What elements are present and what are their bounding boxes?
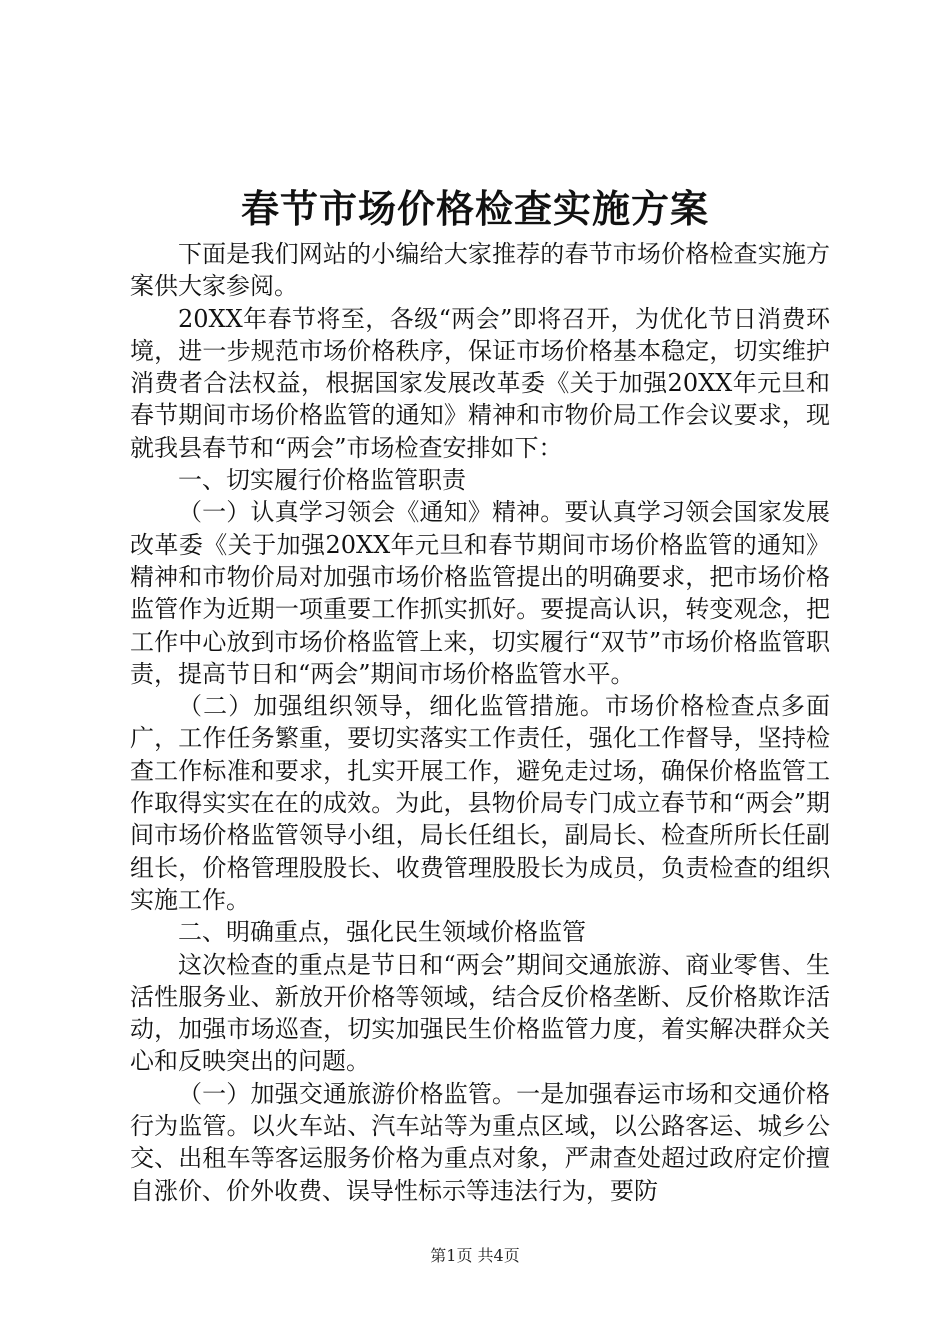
section-heading-2: 二、明确重点，强化民生领域价格监管 (178, 918, 586, 947)
paragraph-2-1: （一）加强交通旅游价格监管。一是加强春运市场和交通价格行为监管。以火车站、汽车站等为重点区域，以公路客运、城乡公交、出租车等客运服务价格为重点对象，严肃查处超过政府定价擅自涨价、价外收费、误导性标示等违法行为，要防 (130, 1079, 830, 1205)
paragraph-1-1: （一）认真学习领会《通知》精神。要认真学习领会国家发展改革委《关于加强20XX年元旦和春节期间市场价格监管的通知》精神和市物价局对加强市场价格监管提出的明确要求，把市场价格监管作为近期一项重要工作抓实抓好。要提高认识，转变观念，把工作中心放到市场价格监管上来，切实履行“双节”市场价格监管职责，提高节日和“两会”期间市场价格监管水平。 (130, 498, 830, 688)
section-heading-1: 一、切实履行价格监管职责 (178, 466, 466, 495)
page-footer: 第1页 共4页 (430, 1246, 520, 1265)
paragraph-2-intro: 这次检查的重点是节日和“两会”期间交通旅游、商业零售、生活性服务业、新放开价格等领域，结合反价格垄断、反价格欺诈活动，加强市场巡查，切实加强民生价格监管力度，着实解决群众关心和反映突出的问题。 (130, 950, 830, 1076)
document-body (130, 238, 830, 1207)
paragraph-intro: 下面是我们网站的小编给大家推荐的春节市场价格检查实施方案供大家参阅。 (130, 240, 830, 301)
paragraph-background: 20XX年春节将至，各级“两会”即将召开，为优化节日消费环境，进一步规范市场价格秩序，保证市场价格基本稳定，切实维护消费者合法权益，根据国家发展改革委《关于加强20XX年元旦和春节期间市场价格监管的通知》精神和市物价局工作会议要求，现就我县春节和“两会”市场检查安排如下： (130, 304, 830, 462)
paragraph-1-2: （二）加强组织领导，细化监管措施。市场价格检查点多面广，工作任务繁重，要切实落实工作责任，强化工作督导，坚持检查工作标准和要求，扎实开展工作，避免走过场，确保价格监管工作取得实实在在的成效。为此，县物价局专门成立春节和“两会”期间市场价格监管领导小组，局长任组长，副局长、检查所所长任副组长，价格管理股股长、收费管理股股长为成员，负责检查的组织实施工作。 (130, 692, 830, 914)
document-title: 春节市场价格检查实施方案 (240, 186, 709, 231)
